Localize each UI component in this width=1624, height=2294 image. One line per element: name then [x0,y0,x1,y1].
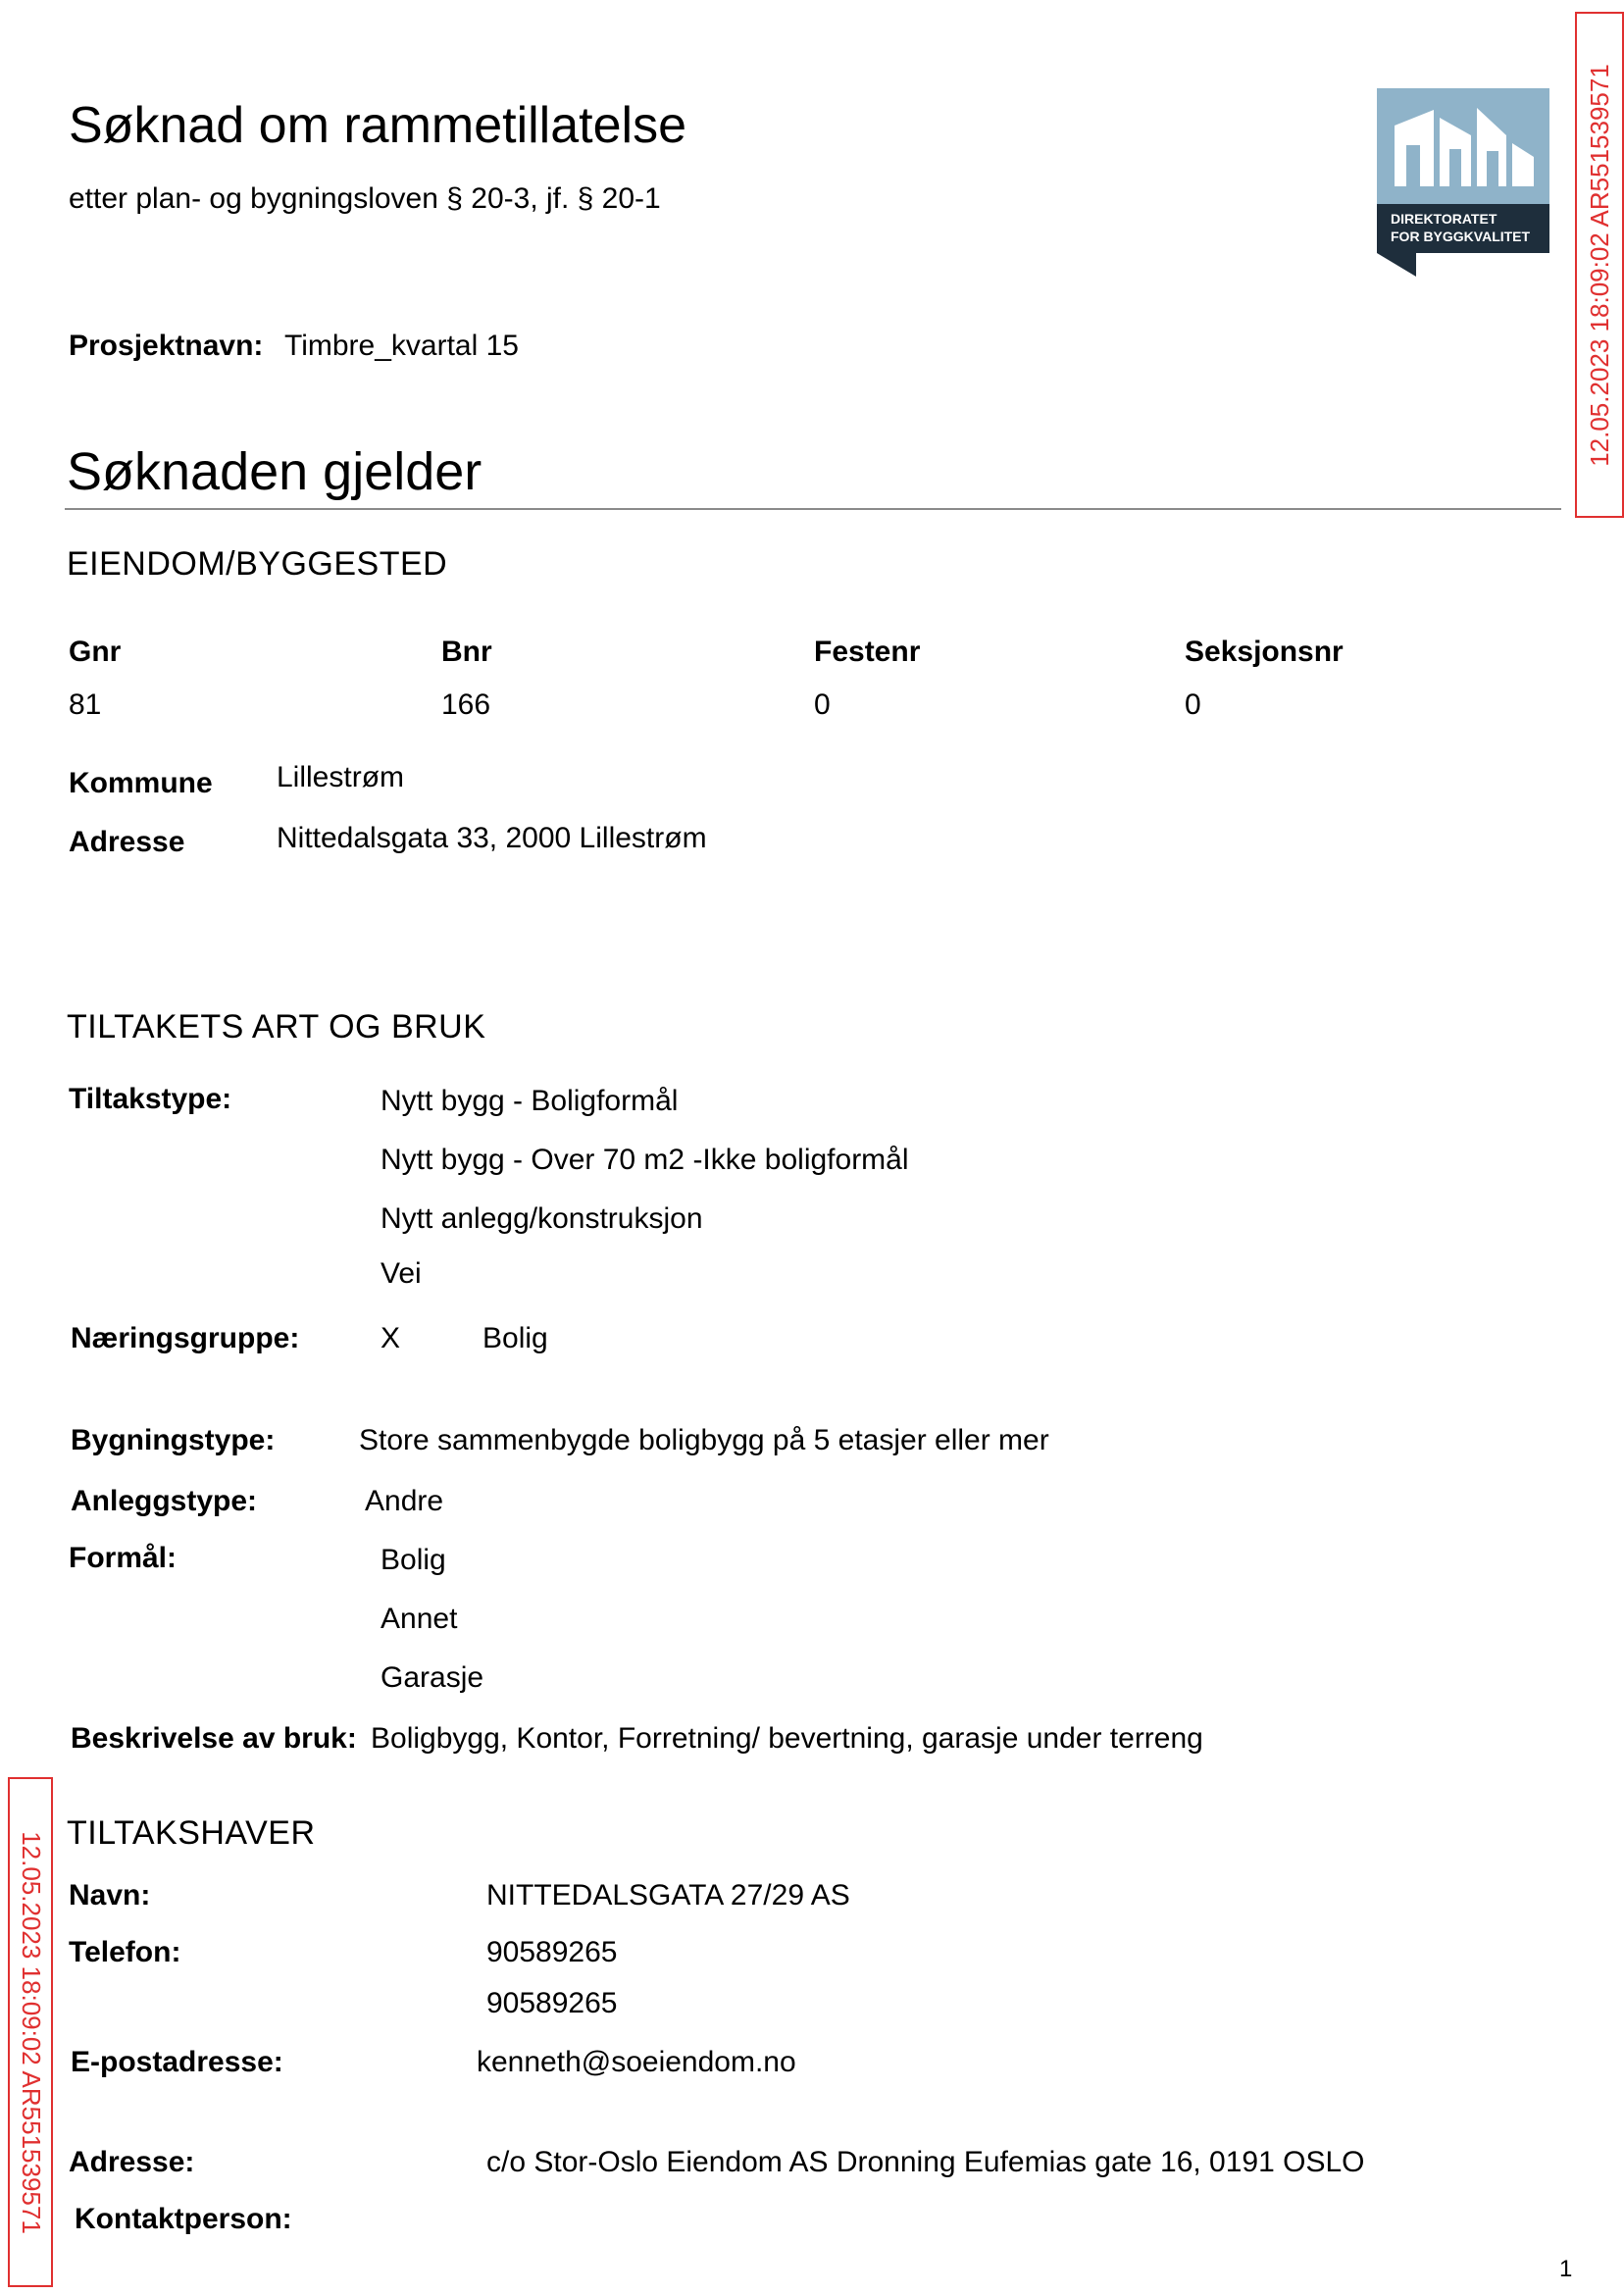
kommune-value: Lillestrøm [277,761,405,793]
page-title: Søknad om rammetillatelse [69,97,686,154]
tiltak-heading: TILTAKETS ART OG BRUK [67,1008,486,1045]
festenr-value: 0 [814,688,831,721]
adresse-label: Adresse [69,826,185,858]
anleggstype-value: Andre [365,1485,444,1517]
timestamp-stamp-side [8,1777,53,2287]
tiltakstype-item: Nytt bygg - Boligformål [381,1085,679,1117]
telefon-value: 90589265 [486,1987,618,2019]
tiltakstype-item: Nytt anlegg/konstruksjon [381,1202,703,1235]
beskrivelse-value: Boligbygg, Kontor, Forretning/ bevertning, garasje under terreng [371,1722,1203,1755]
formal-item: Garasje [381,1661,484,1694]
tiltakstype-item: Vei [381,1257,422,1290]
stamp-text: 12.05.2023 18:09:02 AR551539571 [16,1830,46,2234]
page-subtitle: etter plan- og bygningsloven § 20-3, jf. § 20-1 [69,182,661,215]
naeringsgruppe-code: X [381,1322,401,1354]
building-logo-icon [1377,88,1549,277]
epost-label: E-postadresse: [71,2046,283,2078]
timestamp-stamp-top [1575,12,1624,518]
navn-value: NITTEDALSGATA 27/29 AS [486,1879,850,1912]
gnr-value: 81 [69,688,102,721]
epost-value: kenneth@soeiendom.no [477,2046,796,2078]
tiltakstype-item: Nytt bygg - Over 70 m2 -Ikke boligformål [381,1144,909,1176]
formal-item: Annet [381,1603,458,1635]
logo-line-2: FOR BYGGKVALITET [1391,229,1531,244]
section-divider [65,508,1561,510]
section-title: Søknaden gjelder [67,442,482,501]
tiltakshaver-heading: TILTAKSHAVER [67,1814,316,1852]
seksjonsnr-label: Seksjonsnr [1185,636,1344,668]
tiltakshaver-adresse-value: c/o Stor-Oslo Eiendom AS Dronning Eufemias gate 16, 0191 OSLO [486,2146,1365,2178]
project-name-label: Prosjektnavn: [69,330,264,362]
bnr-value: 166 [441,688,491,721]
beskrivelse-label: Beskrivelse av bruk: [71,1722,357,1755]
anleggstype-label: Anleggstype: [71,1485,258,1517]
formal-item: Bolig [381,1544,446,1576]
bygningstype-value: Store sammenbygde boligbygg på 5 etasjer eller mer [359,1424,1049,1456]
tiltakstype-label: Tiltakstype: [69,1083,232,1115]
logo-line-1: DIREKTORATET [1391,211,1497,227]
adresse-value: Nittedalsgata 33, 2000 Lillestrøm [277,822,707,854]
tiltakshaver-adresse-label: Adresse: [69,2146,195,2178]
seksjonsnr-value: 0 [1185,688,1201,721]
naeringsgruppe-label: Næringsgruppe: [71,1322,300,1354]
bnr-label: Bnr [441,636,492,668]
project-name-value: Timbre_kvartal 15 [284,330,519,362]
telefon-value: 90589265 [486,1936,618,1968]
dibk-logo [1377,88,1549,277]
festenr-label: Festenr [814,636,921,668]
eiendom-heading: EIENDOM/BYGGESTED [67,545,448,583]
naeringsgruppe-value: Bolig [482,1322,548,1354]
telefon-label: Telefon: [69,1936,181,1968]
gnr-label: Gnr [69,636,122,668]
navn-label: Navn: [69,1879,151,1912]
kommune-label: Kommune [69,767,213,799]
bygningstype-label: Bygningstype: [71,1424,276,1456]
kontaktperson-label: Kontaktperson: [75,2203,292,2235]
stamp-text: 12.05.2023 18:09:02 AR551539571 [1584,63,1614,467]
page-number: 1 [1559,2256,1573,2282]
formal-label: Formål: [69,1542,178,1574]
